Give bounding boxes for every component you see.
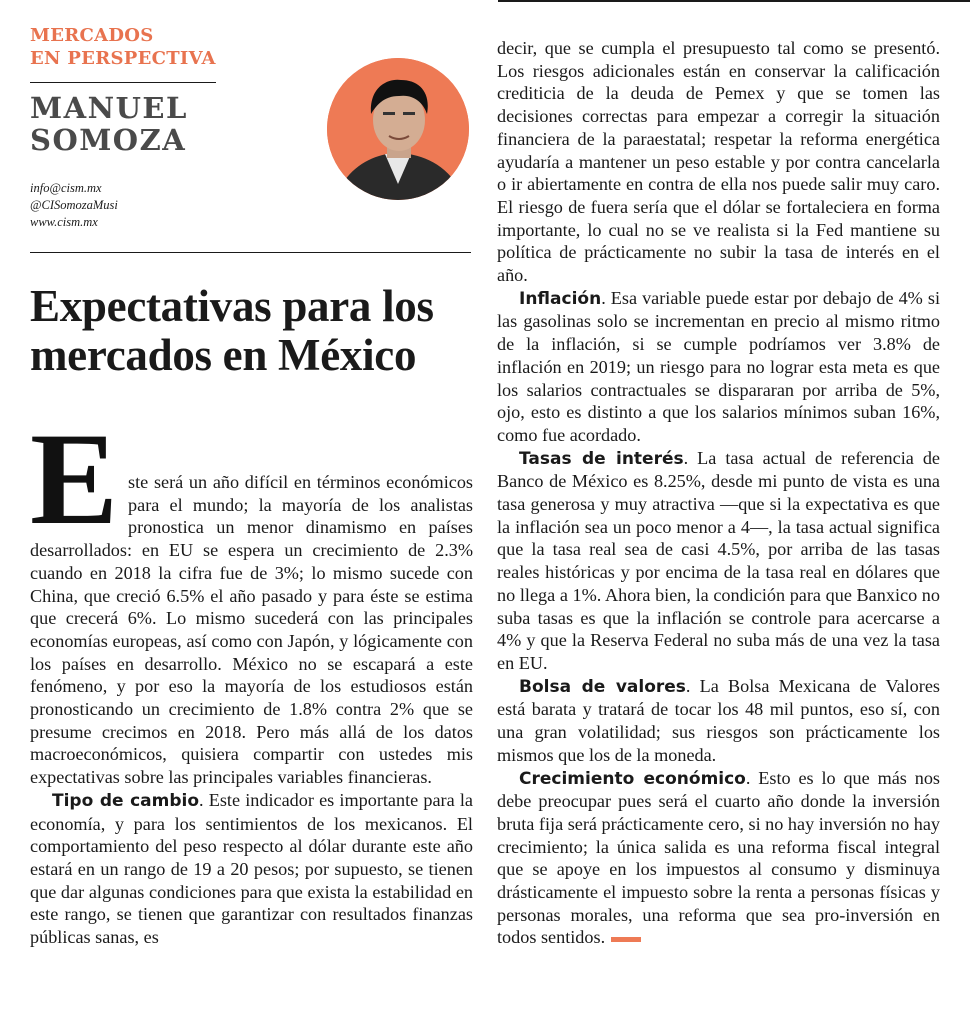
tipo-cambio-paragraph bbox=[30, 789, 473, 949]
author-name bbox=[30, 92, 188, 156]
tipo-cambio-lead: Tipo de cambio bbox=[52, 790, 200, 811]
author-portrait-icon bbox=[327, 58, 469, 200]
bolsa-paragraph bbox=[497, 675, 940, 767]
intro-text: ste será un año difícil en términos económicos para el mundo; la mayoría de los analistas pronostica un menor dinamismo en países desarrollados: en EU se espera un crecimiento de 2.3% cuando en 2018 la cifra fue de 3%; lo mismo sucede con China, que creció 6.5% el año pasado y para éste se estima que crecerá 6%. Lo mismo sucederá con las principales economías europeas, así como con Japón, y lógicamente con los países en desarrollo. México no se escapará a este fenómeno, y por eso la mayoría de los estudiosos están pronosticando un crecimiento de 1.8% contra 2% que se presume crecimos en 2018. Pero más allá de los datos macroeconómicos, quisiera compartir con ustedes mis expectativas sobre las principales variables financieras. bbox=[30, 472, 473, 788]
contact-website[interactable]: www.cism.mx bbox=[30, 215, 98, 229]
contact-twitter[interactable]: @CISomozaMusi bbox=[30, 198, 118, 212]
inflacion-lead: Inflación bbox=[519, 288, 602, 309]
end-of-article-mark bbox=[611, 937, 641, 942]
inflacion-text: . Esa variable puede estar por debajo de 4% si las gasolinas solo se incrementan en precio al mismo ritmo de la inflación, si se cumple podríamos ver 3.8% de inflación en 2019; un riesgo para no lograr esta meta es que los salarios contractuales se dispararan por arriba de 5%, ojo, esto es distinto a que los salarios mínimos suban 16%, como fue acordado. bbox=[497, 287, 940, 445]
column-right bbox=[497, 37, 940, 949]
headline-divider bbox=[30, 252, 471, 253]
section-label-line2: EN PERSPECTIVA bbox=[30, 48, 216, 69]
headline: Expectativas para los mercados en México bbox=[30, 281, 434, 380]
tipo-cambio-text: . Este indicador es importante para la economía, y para los sentimientos de los mexicanos. El comportamiento del peso respecto al dólar durante este año estará en un rango de 19 a 20 pesos; por supuesto, se tienen que dar algunas condiciones para que exista la estabilidad en este rango, se tienen que garantizar con resultados finanzas públicas sanas, es bbox=[30, 789, 473, 948]
author-photo bbox=[327, 58, 469, 200]
top-rule bbox=[498, 0, 970, 2]
dropcap-letter: E bbox=[30, 405, 119, 552]
crecimiento-paragraph bbox=[497, 767, 940, 950]
bolsa-text: . La Bolsa Mexicana de Valores está barata y tratará de tocar los 48 mil puntos, eso sí, con una gran volatilidad; sus riesgos son prácticamente los mismos que los de la moneda. bbox=[497, 675, 940, 765]
tasas-text: . La tasa actual de referencia de Banco de México es 8.25%, desde mi punto de vista es una tasa generosa y muy atractiva —que si la expectativa es que la inflación sea un poco menor a 4—, la tasa actual significa que la tasa real sea de casi 4.5%, por arriba de las tasas reales históricas y por encima de la tasa real en dólares que no llega a 1%. Ahora bien, la condición para que Banxico no suba tasas es que la inflación se controle para acercarse a 4% y que la Reserva Federal no suba más de una vez la tasa en EU. bbox=[497, 447, 940, 673]
column-left bbox=[30, 405, 473, 949]
contact-email[interactable]: info@cism.mx bbox=[30, 181, 102, 195]
bolsa-lead: Bolsa de valores bbox=[519, 676, 686, 697]
author-last-name: SOMOZA bbox=[30, 123, 187, 157]
author-first-name: MANUEL bbox=[30, 91, 188, 125]
crecimiento-lead: Crecimiento económico bbox=[519, 768, 746, 789]
tipo-cambio-continued: decir, que se cumpla el presupuesto tal como se presentó. Los riesgos adicionales están en conservar la calificación crediticia de la deuda de Pemex y que se tomen las decisiones correctas para empezar a corregir la situación financiera de la paraestatal; respetar la reforma energética ayudaría a mantener un peso estable y por contra cancelarla o ir abiertamente en contra de ella nos puede salir muy caro. El riesgo de fuera sería que el dólar se fortaleciera en forma importante, lo cual no se ve realista si la Fed mantiene su política de prácticamente no subir la tasa de interés en el año. bbox=[497, 38, 940, 286]
inflacion-paragraph bbox=[497, 287, 940, 447]
section-label-line1: MERCADOS bbox=[30, 25, 154, 46]
tasas-paragraph bbox=[497, 447, 940, 675]
intro-paragraph bbox=[30, 405, 473, 789]
section-divider bbox=[30, 82, 216, 83]
author-contacts bbox=[30, 180, 118, 231]
tasas-lead: Tasas de interés bbox=[519, 448, 684, 469]
crecimiento-text: . Esto es lo que más nos debe preocupar pues será el cuarto año donde la inversión bruta fija será prácticamente cero, si no hay inversión no hay crecimiento; la única salida es una reforma fiscal integral que se apoye en los impuestos al consumo y disminuya drásticamente el impuesto sobre la renta a personas físicas y personas morales, una reforma que sea pro-inversión en todos sentidos. bbox=[497, 767, 940, 948]
section-label bbox=[30, 24, 230, 70]
